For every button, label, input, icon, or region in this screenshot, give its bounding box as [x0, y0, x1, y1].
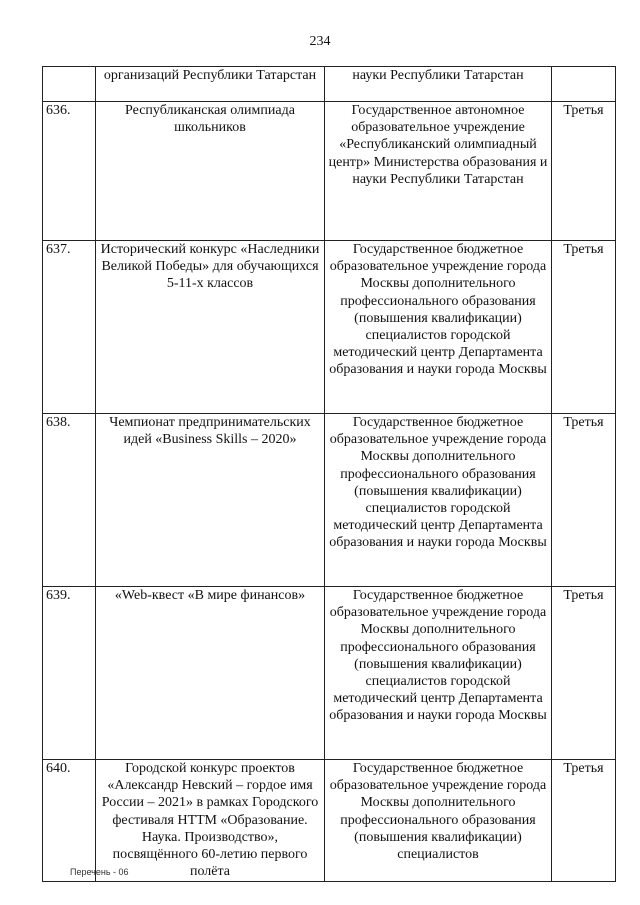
table-row	[43, 414, 616, 587]
row-number: 638.	[43, 414, 96, 587]
event-name: Республиканская олимпиада школьников	[96, 102, 325, 241]
organizer: Государственное бюджетное образовательное учреждение города Москвы дополнительного профессионального образования (повышения квалификации) специалистов городской методический центр Департамента образования и науки города Москвы	[325, 587, 552, 760]
row-number: 640.	[43, 760, 96, 882]
event-name: «Web-квест «В мире финансов»	[96, 587, 325, 760]
row-number: 636.	[43, 102, 96, 241]
event-level: Третья	[552, 587, 616, 760]
organizer: Государственное бюджетное образовательное учреждение города Москвы дополнительного профессионального образования (повышения квалификации) специалистов городской методический центр Департамента образования и науки города Москвы	[325, 241, 552, 414]
table-row	[43, 241, 616, 414]
event-name: организаций Республики Татарстан	[96, 67, 325, 102]
organizer: Государственное бюджетное образовательное учреждение города Москвы дополнительного профессионального образования (повышения квалификации) специалистов	[325, 760, 552, 882]
table-row	[43, 67, 616, 102]
event-level: Третья	[552, 414, 616, 587]
event-name: Исторический конкурс «Наследники Великой Победы» для обучающихся 5-11-х классов	[96, 241, 325, 414]
event-level: Третья	[552, 241, 616, 414]
olympiad-list-table	[42, 66, 616, 882]
table-row	[43, 760, 616, 882]
row-number: 637.	[43, 241, 96, 414]
event-level: Третья	[552, 760, 616, 882]
event-name: Городской конкурс проектов «Александр Невский – гордое имя России – 2021» в рамках Городского фестиваля НТТМ «Образование. Наука. Производство», посвящённого 60-летию первого полёта	[96, 760, 325, 882]
table-row	[43, 102, 616, 241]
page-number: 234	[309, 34, 331, 49]
organizer: Государственное бюджетное образовательное учреждение города Москвы дополнительного профессионального образования (повышения квалификации) специалистов городской методический центр Департамента образования и науки города Москвы	[325, 414, 552, 587]
event-level	[552, 67, 616, 102]
organizer: науки Республики Татарстан	[325, 67, 552, 102]
table-row	[43, 587, 616, 760]
page-footer: Перечень - 06	[70, 867, 129, 877]
event-name: Чемпионат предпринимательских идей «Business Skills – 2020»	[96, 414, 325, 587]
event-level: Третья	[552, 102, 616, 241]
row-number: 639.	[43, 587, 96, 760]
organizer: Государственное автономное образовательное учреждение «Республиканский олимпиадный центр» Министерства образования и науки Республики Татарстан	[325, 102, 552, 241]
row-number	[43, 67, 96, 102]
